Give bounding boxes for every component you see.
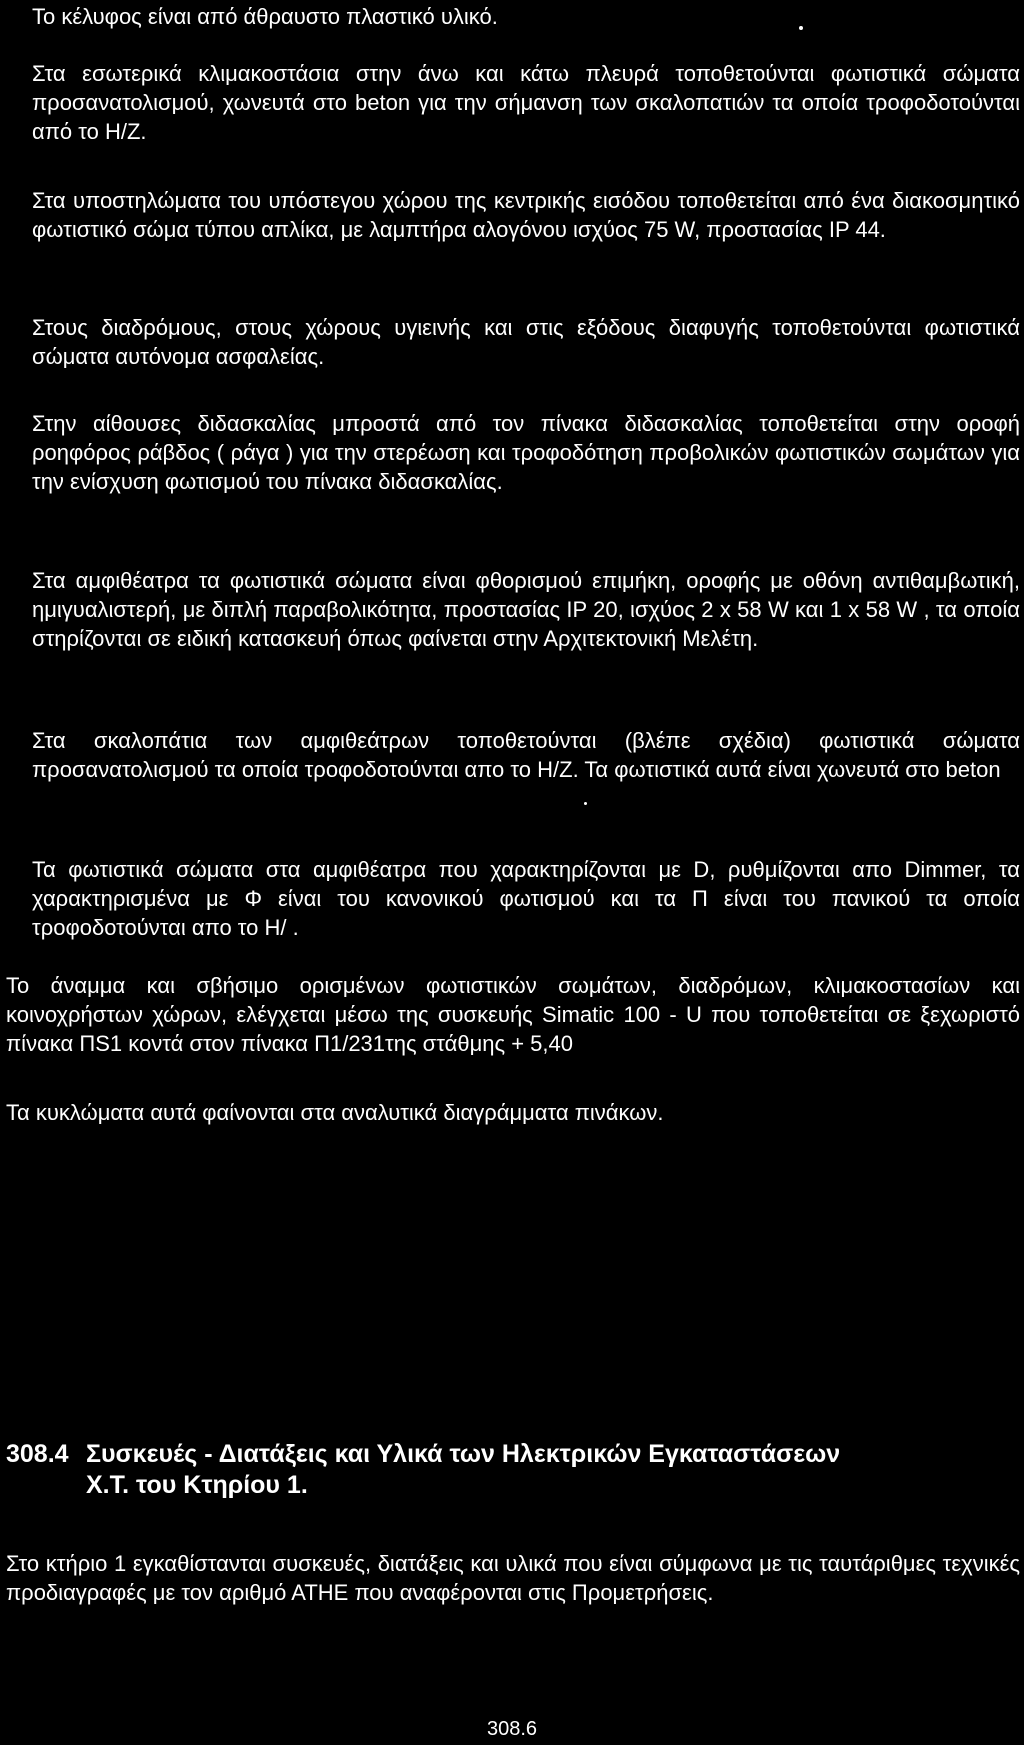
scan-speck bbox=[584, 802, 587, 805]
section-heading bbox=[6, 1439, 1020, 1501]
paragraph-simatic-control: Το άναμμα και σβήσιμο ορισμένων φωτιστικών σωμάτων, διαδρόμων, κλιμακοστασίων και κοινοχρήστων χώρων, ελέγχεται μέσω της συσκευής Simatic 100 - U που τοποθετείται σε ξεχωριστό πίνακα ΠS1 κοντά στον πίνακα Π1/231της στάθμης + 5,40 bbox=[6, 973, 1020, 1056]
paragraph-entrance-column-lights: Στα υποστηλώματα του υπόστεγου χώρου της κεντρικής εισόδου τοποθετείται από ένα διακοσμητικό φωτιστικό σώμα τύπου απλίκα, με λαμπτήρα αλογόνου ισχύος 75 W, προστασίας IP 44. bbox=[32, 188, 1020, 242]
paragraph-building-devices: Στο κτήριο 1 εγκαθίστανται συσκευές, διατάξεις και υλικά που είναι σύμφωνα με τις ταυτάριθμες τεχνικές προδιαγραφές με τον αριθμό ΑΤΗΕ που αναφέρονται στις Προμετρήσεις. bbox=[6, 1551, 1020, 1605]
section-title-line1: Συσκευές - Διατάξεις και Υλικά των Ηλεκτρικών Εγκαταστάσεων bbox=[86, 1440, 841, 1468]
section-title-line2: Χ.Τ. του Κτηρίου 1. bbox=[86, 1471, 308, 1499]
paragraph-amphitheatre-steps: Στα σκαλοπάτια των αμφιθεάτρων τοποθετούνται (βλέπε σχέδια) φωτιστικά σώματα προσανατολισμού τα οποία τροφοδοτούνται απο το Η/Ζ. Τα φωτιστικά αυτά είναι χωνευτά στο beton bbox=[32, 728, 1020, 782]
paragraph-circuits-note: Τα κυκλώματα αυτά φαίνονται στα αναλυτικά διαγράμματα πινάκων. bbox=[6, 1100, 664, 1125]
paragraph-dimmer-fixtures: Τα φωτιστικά σώματα στα αμφιθέατρα που χαρακτηρίζονται με D, ρυθμίζονται απο Dimmer, τα χαρακτηρισμένα με Φ είναι του κανονικού φωτισμού και τα Π είναι του πανικού τα οποία τροφοδοτούνται απο το Η/ . bbox=[32, 857, 1020, 940]
paragraph-amphitheatre-fixtures: Στα αμφιθέατρα τα φωτιστικά σώματα είναι φθορισμού επιμήκη, οροφής με οθόνη αντιθαμβωτική, ημιγυαλιστερή, με διπλή παραβολικότητα, προστασίας IP 20, ισχύος 2 x 58 W και 1 x 58 W , τα οποία στηρίζονται σε ειδική κατασκευή όπως φαίνεται στην Αρχιτεκτονική Μελέτη. bbox=[32, 568, 1020, 651]
section-number: 308.4 bbox=[6, 1440, 69, 1468]
paragraph-classroom-rail: Στην αίθουσες διδασκαλίας μπροστά από τον πίνακα διδασκαλίας τοποθετείται στην οροφή ροηφόρος ράβδος ( ράγα ) για την στερέωση και τροφοδότηση προβολικών φωτιστικών σωμάτων για την ενίσχυση φωτισμού του πίνακα διδασκαλίας. bbox=[32, 411, 1020, 494]
paragraph-casing-material: Το κέλυφος είναι από άθραυστο πλαστικό υλικό. bbox=[32, 4, 498, 29]
page-number: 308.6 bbox=[486, 1718, 538, 1740]
scan-speck bbox=[799, 26, 803, 30]
paragraph-emergency-lights: Στους διαδρόμους, στους χώρους υγιεινής και στις εξόδους διαφυγής τοποθετούνται φωτιστικά σώματα αυτόνομα ασφαλείας. bbox=[32, 315, 1020, 369]
paragraph-stairwell-lighting: Στα εσωτερικά κλιμακοστάσια στην άνω και κάτω πλευρά τοποθετούνται φωτιστικά σώματα προσανατολισμού, χωνευτά στο beton για την σήμανση των σκαλοπατιών τα οποία τροφοδοτούνται από το Η/Ζ. bbox=[32, 61, 1020, 144]
